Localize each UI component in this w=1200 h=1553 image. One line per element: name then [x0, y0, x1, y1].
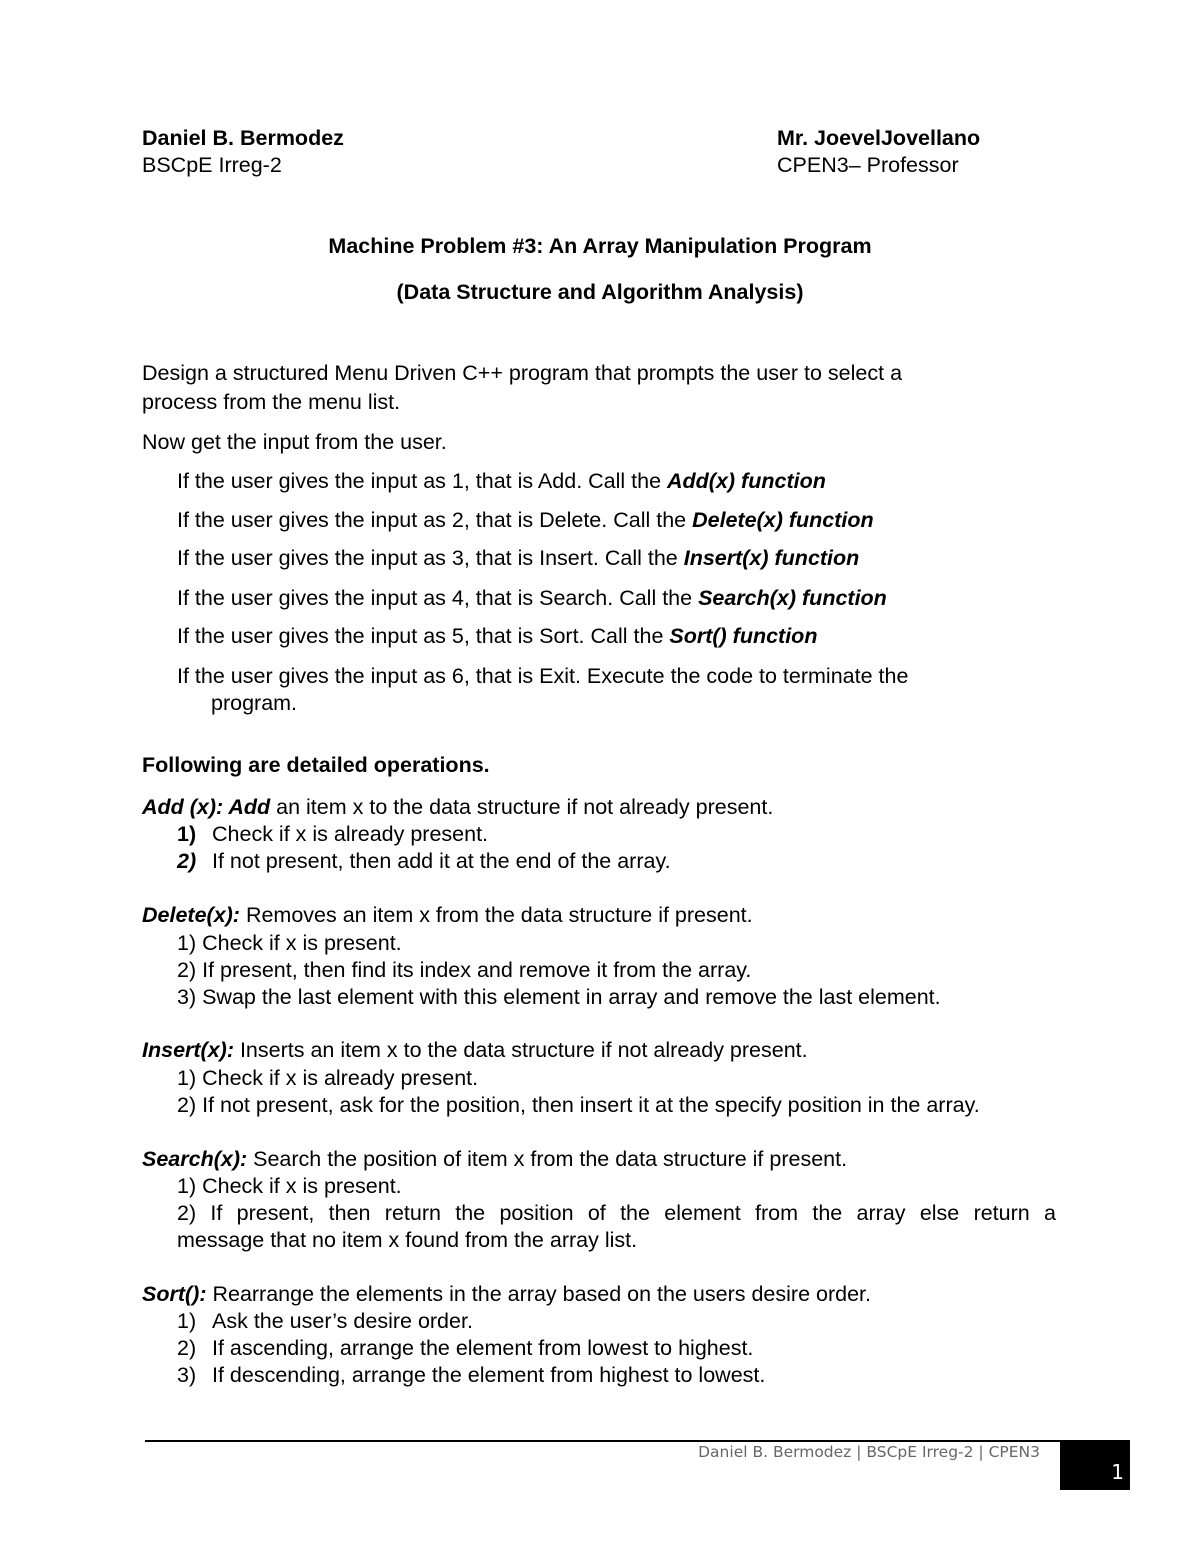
menu-item: If the user gives the input as 3, that is Insert. Call the Insert(x) function — [177, 546, 860, 570]
add-description: Add (x): Add an item x to the data structure if not already present. — [142, 795, 774, 819]
intro-line-2: process from the menu list. — [142, 390, 401, 414]
operations-heading: Following are detailed operations. — [142, 753, 490, 777]
function-name: Insert(x) function — [683, 546, 860, 570]
page-number: 1 — [1111, 1460, 1124, 1484]
delete-label: Delete(x): — [142, 903, 240, 927]
search-step-continuation: message that no item x found from the array list. — [177, 1228, 638, 1252]
add-step: 2) If not present, then add it at the end of the array. — [177, 849, 671, 873]
function-name: Add(x) function — [667, 469, 826, 493]
sort-label: Sort(): — [142, 1282, 207, 1306]
search-step: 2) If present, then return the position of the element from the array else return a — [177, 1201, 1056, 1225]
student-program: BSCpE Irreg-2 — [142, 153, 282, 177]
menu-item-continuation: program. — [211, 691, 298, 715]
menu-item: If the user gives the input as 2, that is Delete. Call the Delete(x) function — [177, 508, 874, 532]
menu-item: If the user gives the input as 5, that is Sort. Call the Sort() function — [177, 624, 818, 648]
sort-step: 3) If descending, arrange the element from highest to lowest. — [177, 1363, 766, 1387]
sort-step: 2) If ascending, arrange the element from lowest to highest. — [177, 1336, 754, 1360]
add-label: Add (x): Add — [142, 795, 271, 819]
sort-step: 1) Ask the user’s desire order. — [177, 1309, 473, 1333]
function-name: Delete(x) function — [692, 508, 874, 532]
document-subtitle: (Data Structure and Algorithm Analysis) — [396, 280, 804, 304]
delete-description: Delete(x): Removes an item x from the data structure if present. — [142, 903, 753, 927]
page-number-box — [1060, 1440, 1130, 1490]
menu-item: If the user gives the input as 6, that is Exit. Execute the code to terminate the — [177, 664, 909, 688]
footer-text: Daniel B. Bermodez | BSCpE Irreg-2 | CPEN3 — [698, 1443, 1040, 1461]
search-description: Search(x): Search the position of item x from the data structure if present. — [142, 1147, 848, 1171]
intro-input-line: Now get the input from the user. — [142, 430, 447, 454]
insert-label: Insert(x): — [142, 1038, 234, 1062]
professor-name: Mr. JoevelJovellano — [777, 126, 981, 150]
delete-step: 2) If present, then find its index and remove it from the array. — [177, 958, 752, 982]
delete-step: 1) Check if x is present. — [177, 931, 402, 955]
search-step: 1) Check if x is present. — [177, 1174, 402, 1198]
menu-item: If the user gives the input as 1, that is Add. Call the Add(x) function — [177, 469, 826, 493]
intro-line-1: Design a structured Menu Driven C++ program that prompts the user to select a — [142, 361, 903, 385]
professor-course: CPEN3– Professor — [777, 153, 959, 177]
search-label: Search(x): — [142, 1147, 248, 1171]
footer-divider — [145, 1440, 1060, 1442]
document-title: Machine Problem #3: An Array Manipulation Program — [328, 234, 872, 258]
add-step: 1) Check if x is already present. — [177, 822, 489, 846]
menu-item: If the user gives the input as 4, that is Search. Call the Search(x) function — [177, 586, 887, 610]
insert-step: 2) If not present, ask for the position, then insert it at the specify position in the array. — [177, 1093, 980, 1117]
insert-step: 1) Check if x is already present. — [177, 1066, 479, 1090]
insert-description: Insert(x): Inserts an item x to the data structure if not already present. — [142, 1038, 808, 1062]
delete-step: 3) Swap the last element with this element in array and remove the last element. — [177, 985, 941, 1009]
function-name: Sort() function — [669, 624, 818, 648]
function-name: Search(x) function — [698, 586, 887, 610]
sort-description: Sort(): Rearrange the elements in the array based on the users desire order. — [142, 1282, 871, 1306]
student-name: Daniel B. Bermodez — [142, 126, 344, 150]
